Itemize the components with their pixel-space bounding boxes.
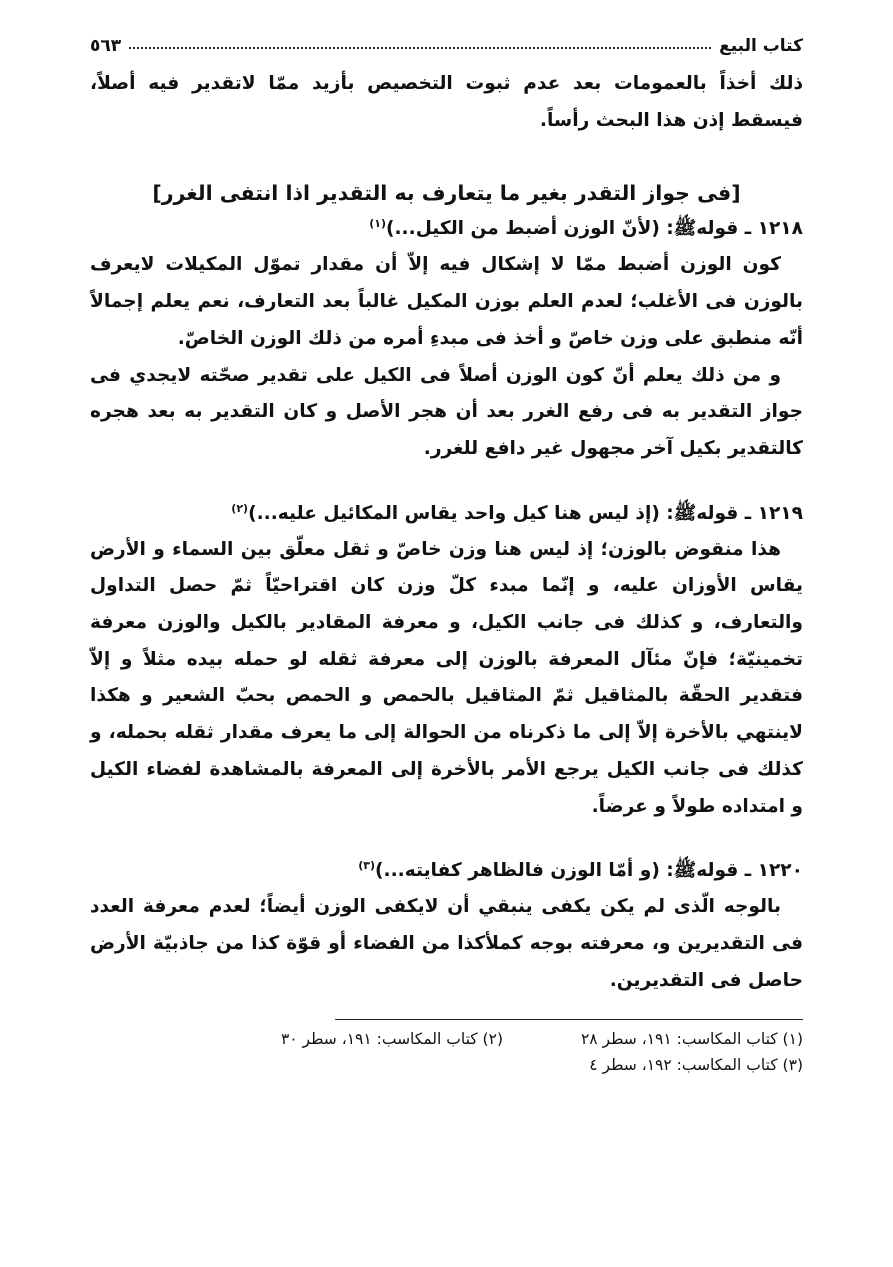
item-1218-paragraph-2: و من ذلك يعلم أنّ كون الوزن أصلاً فى الكيل على تقدير صحّته لايجدي فى جواز التقدير به فى رفع الغرر بعد أن هجر الأصل و كان التقدير به بعد هجره كالتقدير بكيل آخر مجهول غير دافع للغرر. bbox=[90, 364, 803, 459]
footnote-ref-2[interactable]: (٢) bbox=[231, 501, 249, 515]
footnote-2: (٢) كتاب المكاسب: ١٩١، سطر ٣٠ bbox=[280, 1030, 503, 1049]
item-1220-paragraph-1: بالوجه الّذى لم يكن يكفى ينبقي أن لايكفى الوزن أيضاً؛ لعدم معرفة العدد فى التقديرين و، معرفته بوجه كملأكذا من الفضاء أو قوّة كذا من جاذبيّة الأرض حاصل فى التقديرين. bbox=[90, 896, 803, 991]
page-number: ٥٦٣ bbox=[90, 36, 122, 56]
header-dot-leader bbox=[129, 43, 711, 49]
book-title: كتاب البيع bbox=[719, 36, 803, 56]
item-1220-heading bbox=[90, 853, 803, 889]
item-1219-heading bbox=[90, 496, 803, 532]
item-1220-heading-text: ١٢٢٠ ـ قوله‌ﷺ: (و أمّا الوزن فالظاهر كفايته...) bbox=[375, 860, 803, 882]
item-1218-heading-text: ١٢١٨ ـ قوله‌ﷺ: (لأنّ الوزن أضبط من الكيل...) bbox=[386, 218, 803, 240]
footnote-ref-3[interactable]: (٣) bbox=[358, 859, 376, 873]
footnote-separator bbox=[335, 1019, 803, 1020]
footnotes bbox=[90, 1026, 803, 1078]
item-1219-paragraph-1: هذا منقوض بالوزن؛ إذ ليس هنا وزن خاصّ و ثقل معلّق بين السماء و الأرض يقاس الأوزان عليه، و إنّما مبدء كلّ وزن كان اقتراحيّاً ثمّ حصل التداول والتعارف، و كذلك فى جانب الكيل، و معرفة المقادير بالكيل والوزن معرفة تخمينيّة؛ فإنّ مئآل المعرفة بالوزن إلى معرفة ثقله لو حمله بيده مثلاً و إلاّ فتقدير الحقّة بالمثاقيل ثمّ المثاقيل بالحمص و الحمص بحبّ الشعير و هكذا لاينتهي بالأخرة إلاّ إلى ما ذكرناه من الحوالة إلى ما يعرف مقدار ثقله بحمله، و كذلك فى جانب الكيل يرجع الأمر بالأخرة إلى المعرفة بالمشاهدة لفضاء الكيل و امتداده طولاً و عرضاً. bbox=[90, 538, 803, 817]
item-1218-heading bbox=[90, 211, 803, 247]
item-1218-paragraph-1: كون الوزن أضبط ممّا لا إشكال فيه إلاّ أن مقدار تموّل المكيلات لايعرف بالوزن فى الأغلب؛ لعدم العلم بوزن المكيل غالباً بعد التعارف، نعم يعلم إجمالاً أنّه منطبق على وزن خاصّ و أخذ فى مبدءِ أمره من ذلك الوزن الخاصّ. bbox=[90, 254, 803, 349]
book-page bbox=[90, 26, 803, 1078]
footnote-row-1 bbox=[90, 1026, 803, 1052]
section-heading: [فى جواز التقدر بغير ما يتعارف به التقدير اذا انتفى الغرر] bbox=[152, 181, 741, 206]
footnote-ref-1[interactable]: (١) bbox=[369, 217, 386, 231]
footnote-row-2 bbox=[90, 1052, 803, 1078]
running-header bbox=[90, 26, 803, 66]
intro-paragraph: ذلك أخذاً بالعمومات بعد عدم ثبوت التخصيص بأزيد ممّا لاتقدير فيه أصلاً، فيسقط إذن هذا البحث رأساً. bbox=[90, 73, 803, 131]
footnote-1: (١) كتاب المكاسب: ١٩١، سطر ٢٨ bbox=[580, 1030, 803, 1049]
item-1219-heading-text: ١٢١٩ ـ قوله‌ﷺ: (إذ ليس هنا كيل واحد يقاس المكائيل عليه...) bbox=[248, 502, 803, 524]
footnote-3: (٣) كتاب المكاسب: ١٩٢، سطر ٤ bbox=[589, 1056, 803, 1075]
